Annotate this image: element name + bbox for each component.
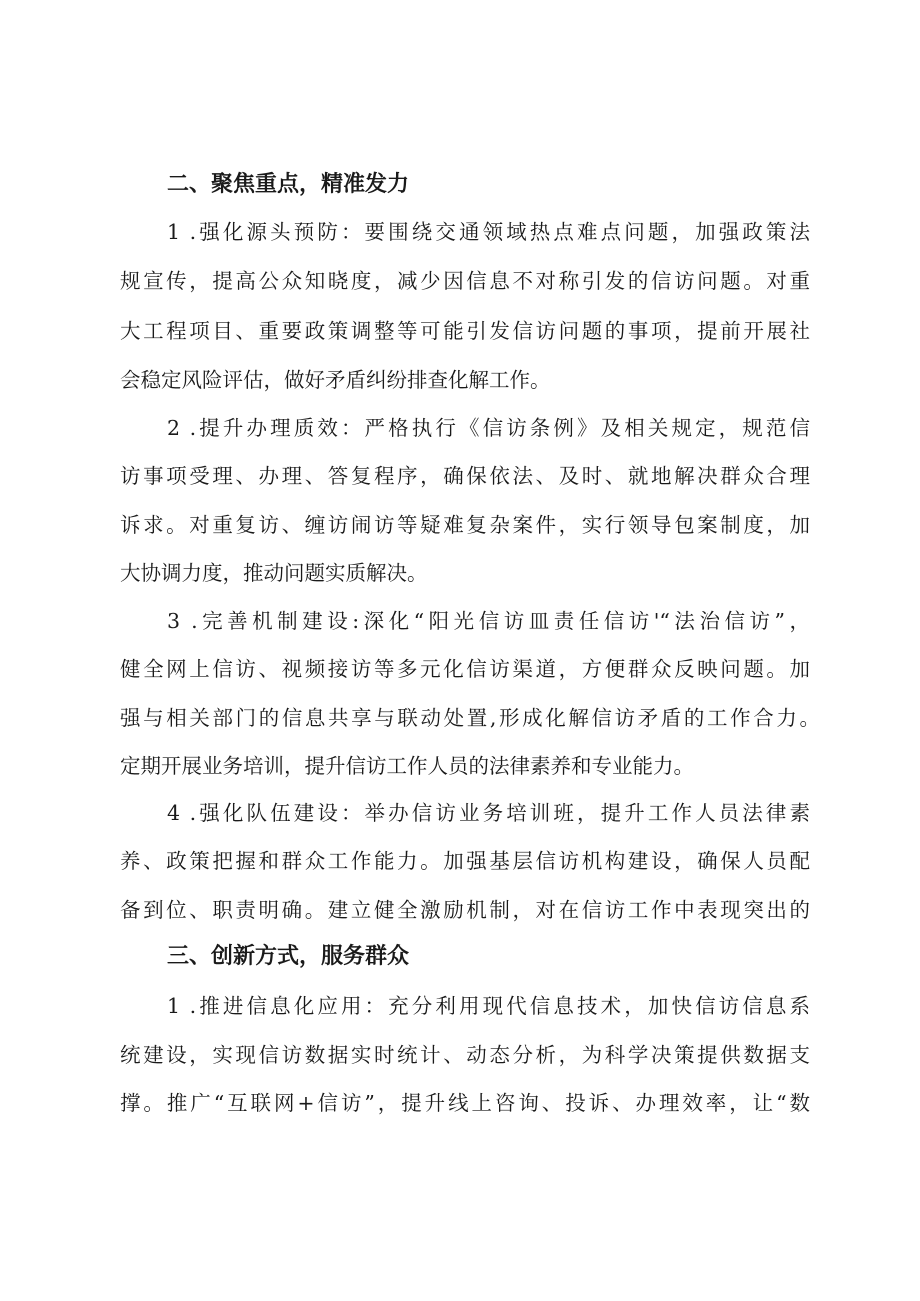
- section-heading-2: 二、聚焦重点，精准发力: [167, 172, 410, 197]
- paragraph-line: 备到位、职责明确。建立健全激励机制，对在信访工作中表现突出的: [120, 898, 810, 922]
- paragraph-line: 1 .推进信息化应用：充分利用现代信息技术，加快信访信息系: [167, 994, 810, 1018]
- paragraph-line: 3 .完善机制建设:深化“阳光信访皿责任信访'“法治信访”，: [167, 609, 810, 633]
- paragraph-line: 诉求。对重复访、缠访闹访等疑难复杂案件，实行领导包案制度，加: [120, 513, 810, 537]
- section-heading-3: 三、创新方式，服务群众: [167, 944, 410, 969]
- paragraph-line: 2 .提升办理质效：严格执行《信访条例》及相关规定，规范信: [167, 416, 810, 440]
- paragraph-line: 养、政策把握和群众工作能力。加强基层信访机构建设，确保人员配: [120, 849, 810, 873]
- paragraph-line: 会稳定风险评估，做好矛盾纠纷排查化解工作。: [120, 368, 551, 392]
- paragraph-line: 撑。推广“互联网+信访”，提升线上咨询、投诉、办理效率，让“数: [120, 1091, 810, 1115]
- paragraph-line: 定期开展业务培训，提升信访工作人员的法律素养和专业能力。: [120, 754, 694, 778]
- paragraph-line: 1 .强化源头预防：要围绕交通领域热点难点问题，加强政策法: [167, 220, 810, 244]
- paragraph-line: 访事项受理、办理、答复程序，确保依法、及时、就地解决群众合理: [120, 464, 810, 488]
- paragraph-line: 统建设，实现信访数据实时统计、动态分析，为科学决策提供数据支: [120, 1043, 810, 1067]
- paragraph-line: 大协调力度，推动问题实质解决。: [120, 561, 428, 585]
- paragraph-line: 大工程项目、重要政策调整等可能引发信访问题的事项，提前开展社: [120, 319, 810, 343]
- paragraph-line: 健全网上信访、视频接访等多元化信访渠道，方便群众反映问题。加: [120, 657, 810, 681]
- paragraph-line: 4 .强化队伍建设：举办信访业务培训班，提升工作人员法律素: [167, 801, 810, 825]
- paragraph-line: 规宣传，提高公众知晓度，减少因信息不对称引发的信访问题。对重: [120, 269, 810, 293]
- paragraph-line: 强与相关部门的信息共享与联动处置,形成化解信访矛盾的工作合力。: [120, 706, 820, 730]
